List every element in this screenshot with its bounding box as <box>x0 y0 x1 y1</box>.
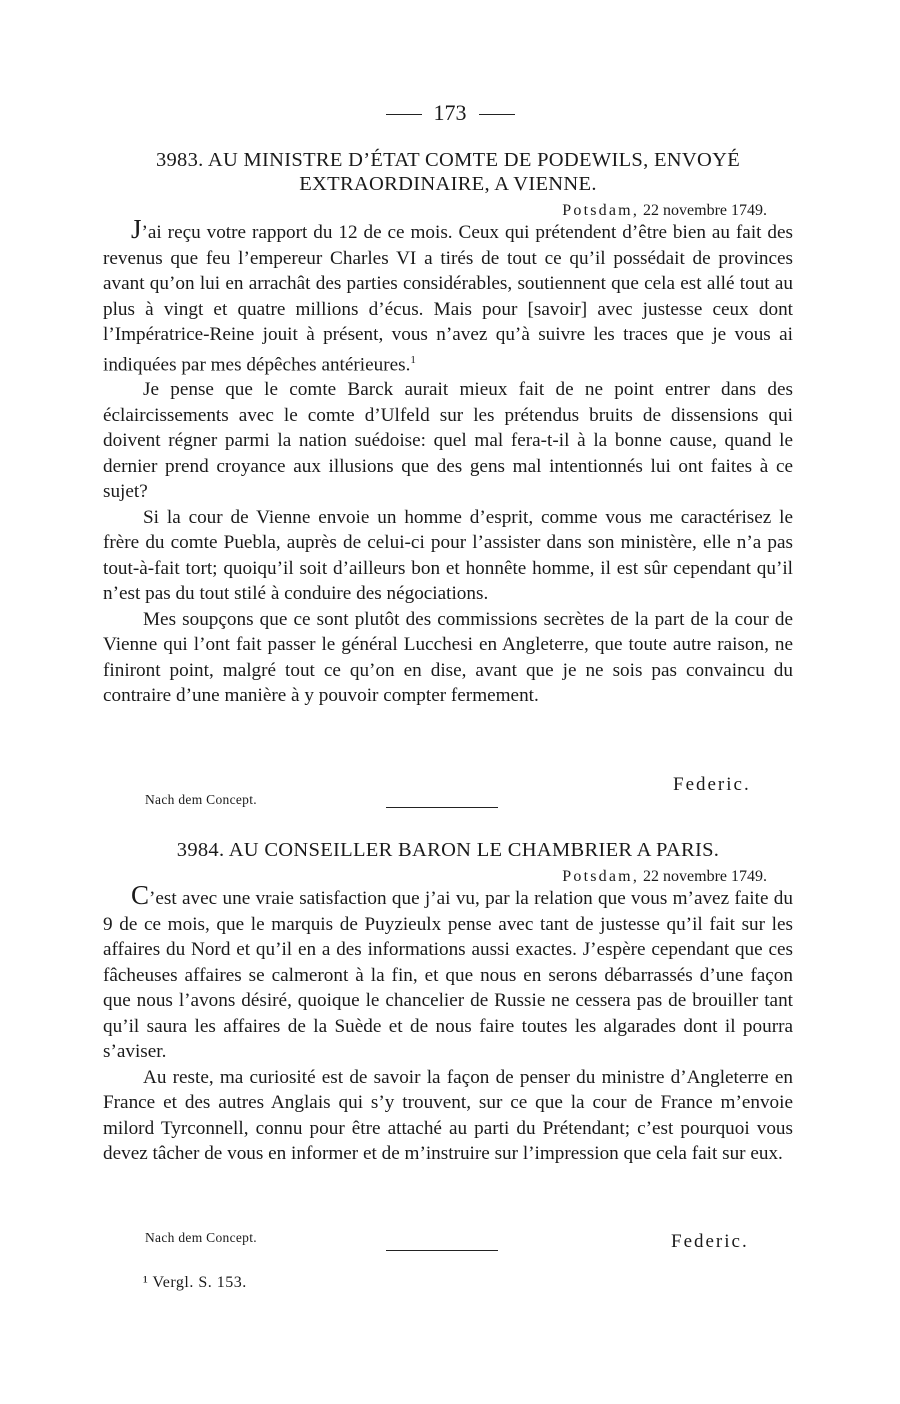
letter-3983-dateline <box>103 202 793 220</box>
letter-3984-date-place: Potsdam, <box>562 868 640 885</box>
separator-rule-2 <box>386 1250 498 1251</box>
letter-3983-signature: Federic. <box>673 774 751 795</box>
page-number-dash-right <box>479 114 515 115</box>
letter-3983 <box>103 148 793 709</box>
letter-3983-source-note: Nach dem Concept. <box>145 792 257 807</box>
letter-3983-paragraph-4: Mes soupçons que ce sont plutôt des commissions secrètes de la part de la cour de Vienne qui l’ont fait passer le général Lucchesi en Angleterre, que toute autre raison, ne finiront point, malgré tout ce qu’on en dise, avant que je ne sois pas convaincu du contraire d’une manière à y pouvoir compter fermement. <box>103 608 793 707</box>
letter-3984-heading: 3984. AU CONSEILLER BARON LE CHAMBRIER A PARIS. <box>176 839 720 861</box>
letter-3984-signature: Federic. <box>671 1231 749 1252</box>
page-number: 173 <box>433 100 467 125</box>
letter-3983-paragraph-1 <box>103 214 793 377</box>
letter-3984-paragraph-2: Au reste, ma curiosité est de savoir la façon de penser du ministre d’Angleterre en France et des autres Anglais qui s’y trouvent, sur ce que la cour de France m’envoie milord Tyrconnell, connu pour être attaché au parti du Prétendant; c’est pourquoi vous devez tâcher de vous en informer et de m’instruire sur l’impression que cela fait sur eux. <box>103 1066 793 1164</box>
letter-3984-paragraph-1 <box>103 880 793 1065</box>
page-number-dash-left <box>386 114 422 115</box>
letter-3983-paragraph-2: Je pense que le comte Barck aurait mieux fait de ne point entrer dans des éclaircissements avec le comte d’Ulfeld sur les prétendus bruits de dissensions qui doivent régner parmi la nation suédoise: quel mal fera-t-il à la bonne cause, quand le dernier prend croyance aux illusions que des gens mal intentionnés lui ont faites à ce sujet? <box>103 379 793 503</box>
letter-3984-source-note: Nach dem Concept. <box>145 1230 257 1245</box>
letter-3984-dropcap: C <box>131 880 150 910</box>
letter-3983-date-place: Potsdam, <box>562 202 640 219</box>
letter-3984-dateline <box>103 868 793 886</box>
letter-3983-date: 22 novembre 1749. <box>643 202 767 219</box>
separator-rule-1 <box>386 807 498 808</box>
letter-3984-paragraph-1-text: ’est avec une vraie satisfaction que j’ai vu, par la relation que vous m’avez faite du 9 de ce mois, que le marquis de Puyzieulx pense avec tant de justesse qu’il fait sur les affaires du Nord et qu’il en a des informations aussi exactes. J’espère cependant que ces fâcheuses affaires se calmeront à la fin, et que nous en serons débarrassés d’une façon que nous l’avons désiré, quoique le chancelier de Russie ne cessera pas de brouiller tant qu’il saura les affaires de la Suède et de nous faire toutes les algarades dont il pourra s’aviser. <box>103 888 793 1062</box>
page-number-line <box>0 100 900 126</box>
letter-3983-dropcap: J <box>131 214 142 244</box>
letter-3983-paragraph-1-text: ’ai reçu votre rapport du 12 de ce mois. Ceux qui prétendent d’être bien au fait des revenus que feu l’empereur Charles VI a tirés de tout ce qu’il possédait de provinces avant qu’on lui en arrachât des parties considérables, soutiennent que cela est allé tout au plus à vingt et quatre millions d’écus. Mais pour [savoir] avec justesse ceux dont l’Impératrice-Reine jouit à présent, vous n’avez qu’à suivre les traces que je vous ai indiquées par mes dépêches antérieures. <box>103 222 793 375</box>
letter-3983-heading-line1: 3983. AU MINISTRE D’ÉTAT COMTE DE PODEWILS, ENVOYÉ <box>155 149 741 171</box>
letter-3983-paragraph-3: Si la cour de Vienne envoie un homme d’esprit, comme vous me caractérisez le frère du comte Puebla, auprès de celui-ci pour l’assister dans son ministère, elle n’a pas tout-à-fait tort; quoiqu’il soit d’ailleurs bon et honnête homme, il est sûr cependant qu’il n’est pas du tout stilé à conduire des négociations. <box>103 506 793 605</box>
letter-3984 <box>103 838 793 1167</box>
letter-3983-heading <box>103 148 793 196</box>
footnote-ref: 1 <box>410 353 416 366</box>
letter-3983-heading-line2: EXTRAORDINAIRE, A VIENNE. <box>299 173 597 195</box>
letter-3984-date: 22 novembre 1749. <box>643 868 767 885</box>
footnote: ¹ Vergl. S. 153. <box>143 1274 247 1291</box>
